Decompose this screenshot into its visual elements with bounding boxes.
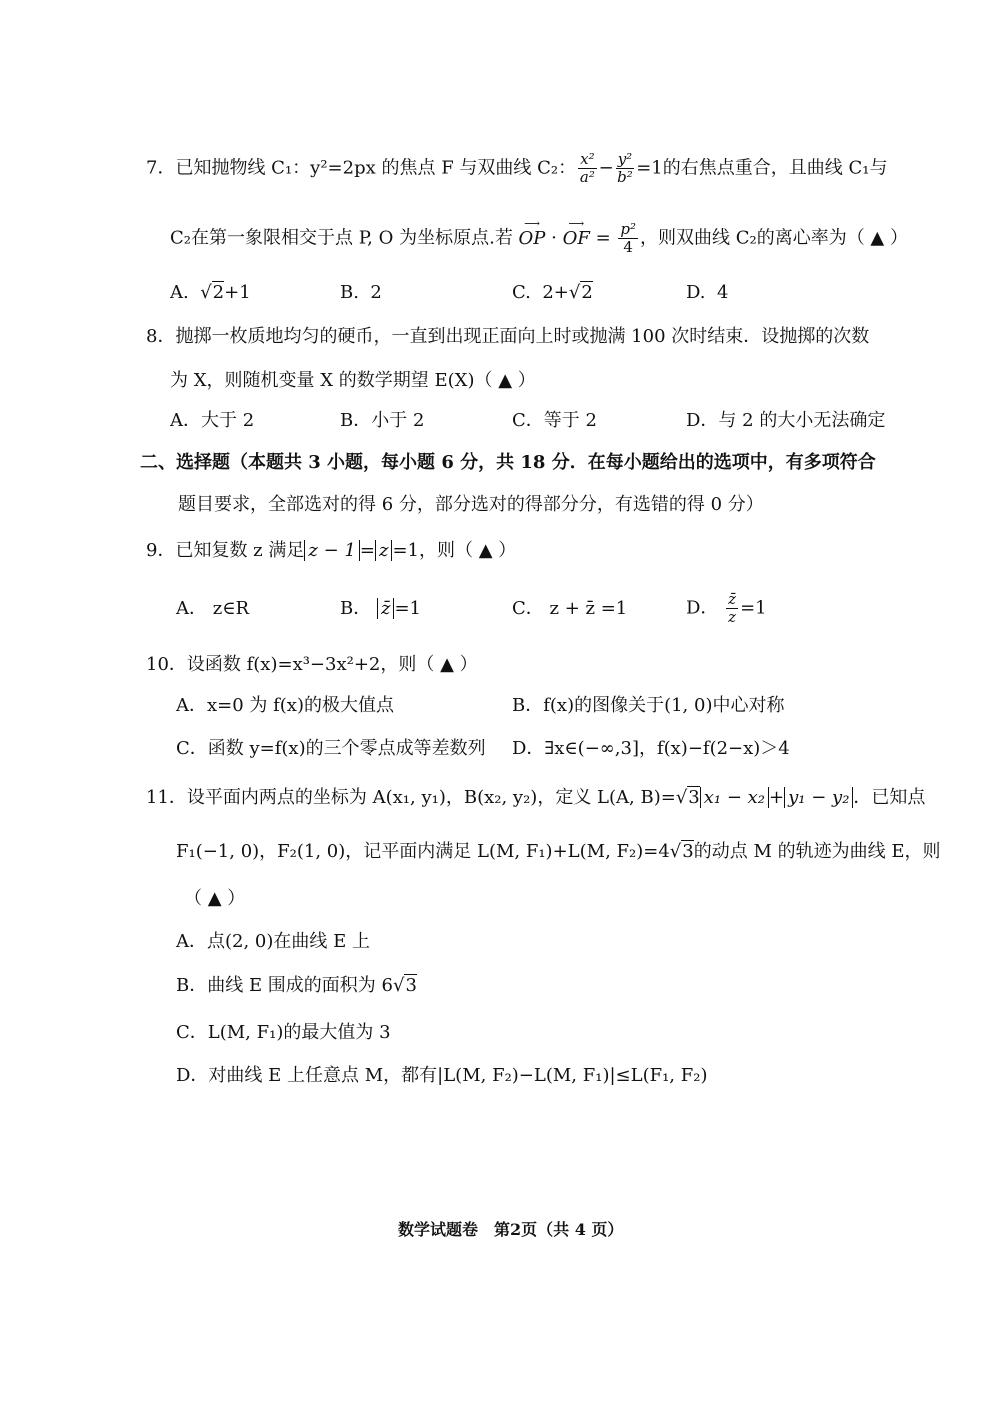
q7-stem-part1: 7．已知抛物线 C₁：y²=2px 的焦点 F 与双曲线 C₂：	[146, 157, 577, 179]
q7-fraction-p2-4: $\frac{\text{p²}}{4}$	[620, 220, 636, 256]
q9-option-b: B． z̄ =1	[340, 598, 421, 619]
q11-option-b: B．曲线 E 围成的面积为 6√3	[176, 975, 417, 996]
q7-option-b: B. 2	[340, 282, 382, 303]
q10-option-c: C．函数 y=f(x)的三个零点成等差数列	[176, 738, 486, 759]
q7-option-c: C. 2+√2	[512, 282, 593, 303]
q7-option-d: D. 4	[686, 282, 729, 303]
q11-line3: （ ▲ ）	[184, 888, 246, 909]
q8-line2: 为 X，则随机变量 X 的数学期望 E(X)（ ▲ ）	[170, 370, 536, 391]
q9-option-d: D． $\frac{z̄}{z}$ =1	[686, 590, 767, 626]
q7-fraction-y2-b2: $\frac{\text{y²}}{\text{b²}}$	[617, 150, 633, 186]
q9-abs-z-minus-1: z − 1	[304, 540, 359, 561]
page-footer: 数学试题卷 第2页（共 4 页）	[398, 1220, 624, 1239]
q7-line1	[146, 152, 887, 185]
q7-dot: ·	[545, 227, 563, 249]
q8-option-a: A．大于 2	[170, 410, 255, 431]
q10-stem: 10．设函数 f(x)=x³−3x²+2，则（ ▲ ）	[146, 654, 478, 675]
q10-option-b: B．f(x)的图像关于(1, 0)中心对称	[512, 695, 785, 716]
q7-equals: =	[589, 227, 617, 249]
q10-option-d: D．∃x∈(−∞,3]，f(x)−f(2−x)＞4	[512, 738, 790, 759]
q11-option-d: D．对曲线 E 上任意点 M，都有|L(M, F₂)−L(M, F₁)|≤L(F₁, F₂)	[176, 1065, 708, 1086]
q11-line1: 11．设平面内两点的坐标为 A(x₁, y₁)，B(x₂, y₂)，定义 L(A, B)=√3 x₁ − x₂ + y₁ − y₂ ．已知点	[146, 787, 926, 808]
q8-option-d: D．与 2 的大小无法确定	[686, 410, 886, 431]
q11-option-c: C．L(M, F₁)的最大值为 3	[176, 1022, 391, 1043]
q8-option-c: C．等于 2	[512, 410, 597, 431]
q7-line2	[170, 216, 908, 256]
section2-heading-line2: 题目要求，全部选对的得 6 分，部分选对的得部分分，有选错的得 0 分）	[178, 494, 764, 515]
q8-line1: 8．抛掷一枚质地均匀的硬币，一直到出现正面向上时或抛满 100 次时结束．设抛掷的次数	[146, 326, 870, 347]
q9-abs-z: z	[375, 540, 392, 561]
q9-stem: 9．已知复数 z 满足 z − 1 = z =1，则（ ▲ ）	[146, 540, 517, 561]
q9-option-a: A． z∈R	[176, 598, 250, 619]
q7-vector-op: ⟶ OP	[518, 216, 546, 249]
q11-line2: F₁(−1, 0)，F₂(1, 0)，记平面内满足 L(M, F₁)+L(M, F₂)=4√3的动点 M 的轨迹为曲线 E，则	[176, 841, 941, 862]
q7-fraction-x2-a2: $\frac{\text{x²}}{\text{a²}}$	[579, 150, 595, 186]
q7-vector-of: ⟶ OF	[562, 216, 590, 249]
q7-minus: −	[598, 157, 614, 179]
q7-stem-part3: C₂在第一象限相交于点 P, O 为坐标原点.若	[170, 227, 519, 249]
q10-option-a: A．x=0 为 f(x)的极大值点	[176, 695, 394, 716]
q11-abs-x: x₁ − x₂	[700, 787, 769, 808]
q9-option-c: C． z + z̄ =1	[512, 598, 628, 619]
q7-option-a: A. √2+1	[170, 282, 251, 303]
q7-stem-part4: ，则双曲线 C₂的离心率为（ ▲ ）	[640, 227, 908, 249]
q8-option-b: B．小于 2	[340, 410, 425, 431]
q11-abs-y: y₁ − y₂	[784, 787, 853, 808]
q7-stem-part2: =1的右焦点重合，且曲线 C₁与	[636, 157, 888, 179]
q11-option-a: A．点(2, 0)在曲线 E 上	[176, 931, 370, 952]
q9-fraction-zbar-z: $\frac{z̄}{z}$	[728, 590, 737, 626]
section2-heading-line1: 二、选择题（本题共 3 小题，每小题 6 分，共 18 分．在每小题给出的选项中，有多项符合	[140, 452, 876, 473]
